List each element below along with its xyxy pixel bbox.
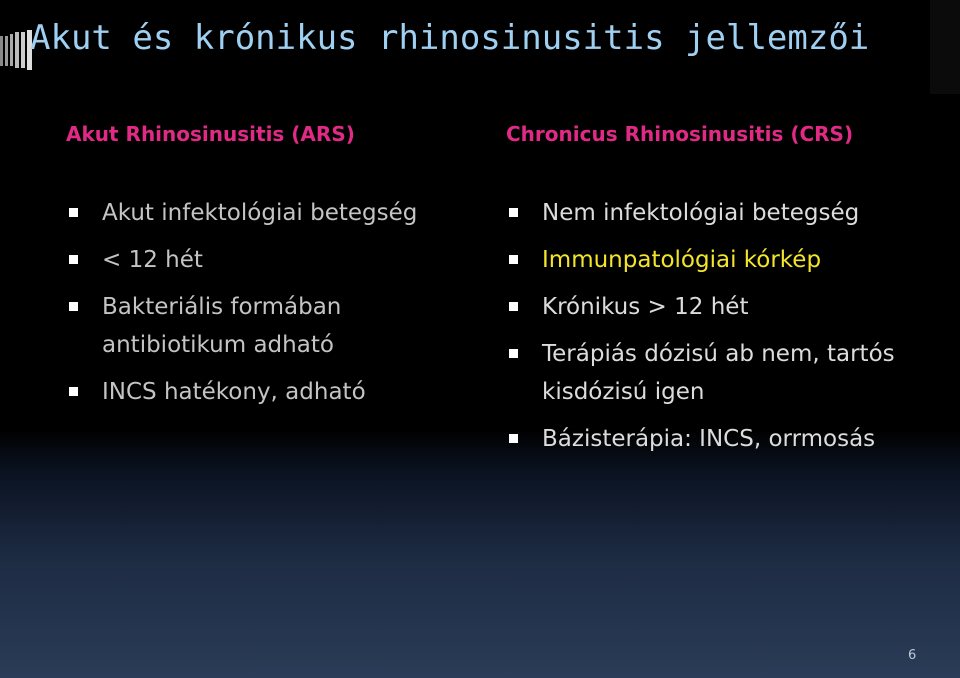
- square-bullet-icon: [69, 208, 78, 217]
- square-bullet-icon: [69, 255, 78, 264]
- left-bullet-list: [66, 194, 466, 411]
- list-item-text: Akut infektológiai betegség: [102, 200, 418, 226]
- title-side-strip: [930, 0, 960, 94]
- list-item: [506, 335, 936, 411]
- left-column: [66, 118, 466, 420]
- square-bullet-icon: [509, 302, 518, 311]
- list-item-text: Immunpatológiai kórkép: [542, 247, 822, 273]
- list-item-text: INCS hatékony, adható: [102, 379, 366, 405]
- list-item: [66, 194, 466, 232]
- square-bullet-icon: [69, 387, 78, 396]
- square-bullet-icon: [69, 302, 78, 311]
- list-item-text: Nem infektológiai betegség: [542, 200, 860, 226]
- list-item: [506, 194, 936, 232]
- list-item-text: Bázisterápia: INCS, orrmosás: [542, 426, 876, 452]
- right-bullet-list: [506, 194, 936, 458]
- list-item-text: Terápiás dózisú ab nem, tartós kisdózisú igen: [542, 341, 895, 405]
- list-item: [506, 288, 936, 326]
- list-item-text: Krónikus > 12 hét: [542, 294, 749, 320]
- list-item: [66, 373, 466, 411]
- right-column: [506, 118, 936, 467]
- right-column-heading: Chronicus Rhinosinusitis (CRS): [506, 122, 854, 146]
- square-bullet-icon: [509, 255, 518, 264]
- square-bullet-icon: [509, 208, 518, 217]
- list-item-text: Bakteriális formában antibiotikum adható: [102, 294, 342, 358]
- slide-title: Akut és krónikus rhinosinusitis jellemzői: [30, 18, 870, 58]
- page-number: 6: [908, 648, 917, 663]
- square-bullet-icon: [509, 434, 518, 443]
- list-item: [66, 241, 466, 279]
- title-stripes-icon: [0, 30, 34, 70]
- left-column-heading: Akut Rhinosinusitis (ARS): [66, 122, 355, 146]
- list-item: [66, 288, 466, 364]
- square-bullet-icon: [509, 349, 518, 358]
- list-item-highlighted: [506, 241, 936, 279]
- title-bar: [0, 0, 930, 94]
- list-item-text: < 12 hét: [102, 247, 203, 273]
- list-item: [506, 420, 936, 458]
